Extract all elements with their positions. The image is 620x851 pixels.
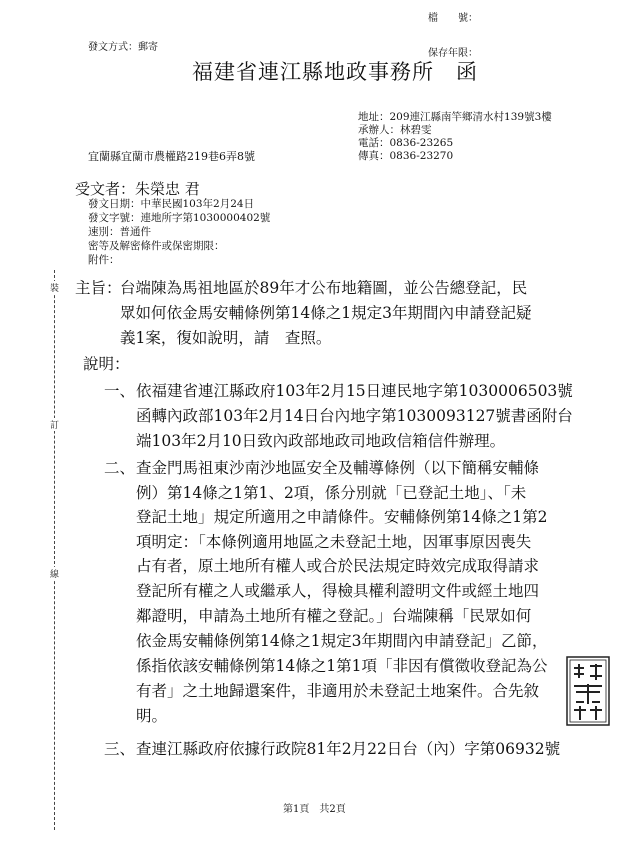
official-seal-stamp [566,656,610,726]
file-number-label: 檔 號： [428,13,478,24]
item-line: 明。 [136,707,168,725]
binding-mark-top: 裝 [50,281,59,294]
item-line: 項明定：「本條例適用地區之未登記土地，因軍事原因喪失 [136,533,532,551]
retention-period-label: 保存年限： [428,48,478,59]
item-line: 函轉內政部103年2月14日台內地字第1030093127號書函附台 [136,407,573,425]
item-number: 二、 [104,459,136,477]
subject-line: 眾如何依金馬安輔條例第14條之1規定3年期間內申請登記疑 [120,304,532,322]
sender-contact: 承辦人：林碧雯 [358,124,432,136]
item-line: 占有者，原土地所有權人或合於民法規定時效完成取得請求 [136,557,540,575]
item-number: 三、 [104,740,136,758]
issue-date: 發文日期：中華民國103年2月24日 [88,198,255,210]
page-footer: 第1頁 共2頁 [283,804,346,815]
item-line: 依金馬安輔條例第14條之1規定3年期間內申請登記」乙節， [136,632,548,650]
explanation-label: 說明： [83,355,130,373]
delivery-speed: 速別：普通件 [88,226,151,238]
recipient-address: 宜蘭縣宜蘭市農權路219巷6弄8號 [88,150,255,163]
binding-mark-bottom: 線 [50,567,59,580]
document-title: 福建省連江縣地政事務所 函 [192,60,478,84]
subject-label: 主旨： [75,279,122,297]
item-line: 依福建省連江縣政府103年2月15日連民地字第1030006503號 [136,382,573,400]
item-line: 例）第14條之1第1、2項，係分別就「已登記土地」、「未 [136,484,527,502]
item-line: 係指依該安輔條例第14條之1第1項「非因有償徵收登記為公 [136,657,548,675]
security-level: 密等及解密條件或保密期限： [88,240,225,252]
item-line: 登記所有權之人或繼承人，得檢具權利證明文件或經土地四 [136,582,540,600]
item-line: 端103年2月10日致內政部地政司地政信箱信件辦理。 [136,432,506,450]
binding-line [54,270,55,830]
item-line: 查金門馬祖東沙南沙地區安全及輔導條例（以下簡稱安輔條 [136,459,540,477]
sender-address: 地址：209連江縣南竿鄉清水村139號3樓 [358,111,552,123]
subject-line: 台端陳為馬祖地區於89年才公布地籍圖，並公告總登記，民 [120,279,528,297]
binding-mark-middle: 訂 [50,418,59,431]
document-number: 發文字號：連地所字第1030000402號 [88,212,271,224]
item-line: 查連江縣政府依據行政院81年2月22日台（內）字第06932號 [136,740,561,758]
attachment: 附件： [88,254,120,266]
item-line: 鄰證明，申請為土地所有權之登記。」台端陳稱「民眾如何 [136,607,532,625]
item-number: 一、 [104,382,136,400]
send-method: 發文方式：郵寄 [88,42,158,53]
recipient-name: 受文者：朱榮忠 君 [75,180,200,198]
item-line: 登記土地」規定所適用之申請條件。安輔條例第14條之1第2 [136,508,548,526]
item-line: 有者」之土地歸還案件，非適用於未登記土地案件。合先敘 [136,682,540,700]
subject-line: 義1案，復如說明，請 查照。 [120,329,332,347]
sender-fax: 傳真：0836-23270 [358,150,454,162]
sender-phone: 電話：0836-23265 [358,137,454,149]
